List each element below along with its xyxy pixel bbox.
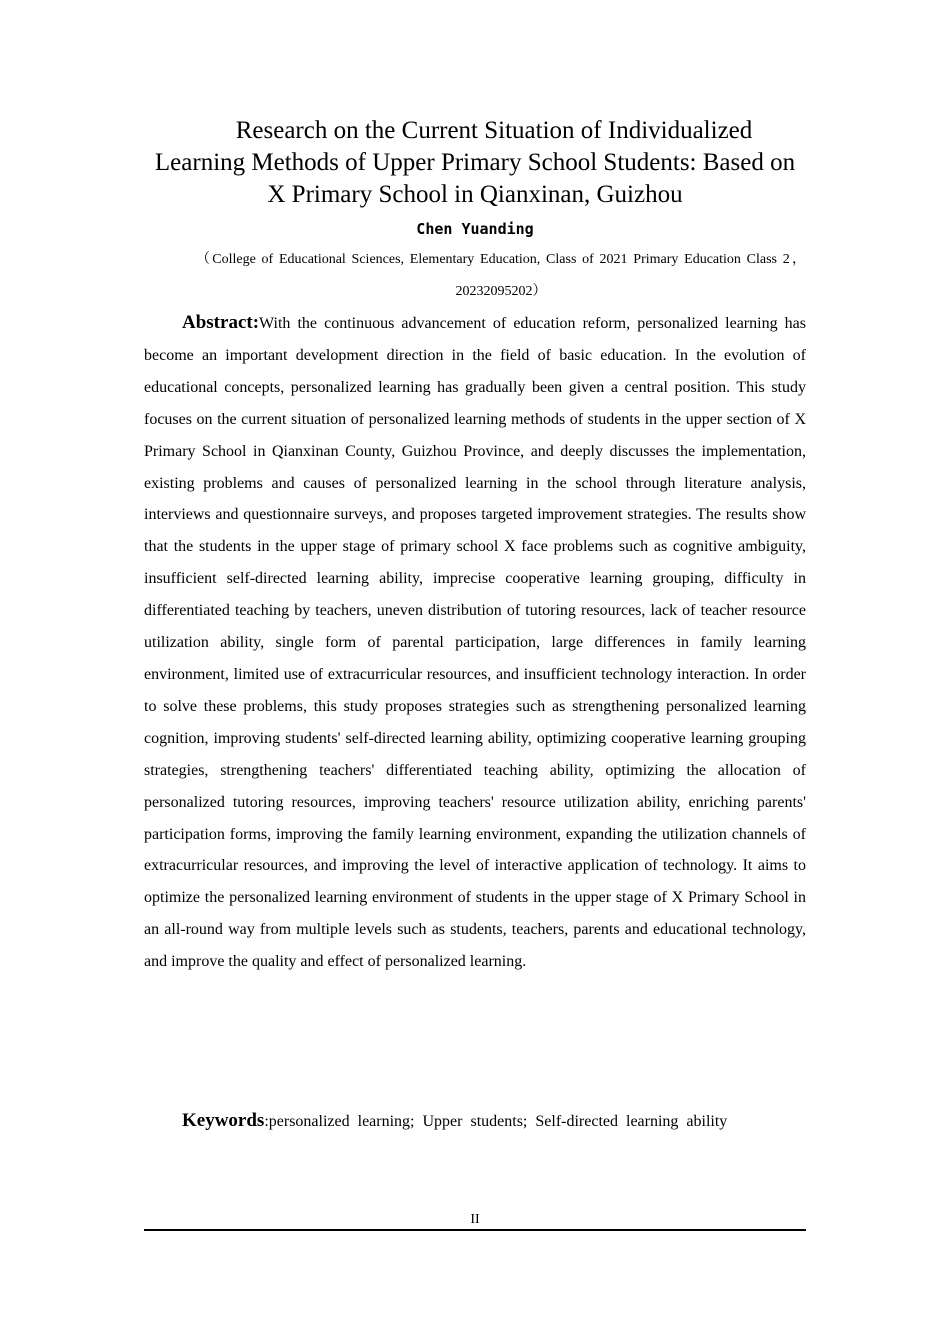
title-line-3: X Primary School in Qianxinan, Guizhou bbox=[267, 181, 683, 208]
author-affiliation: （College of Educational Sciences, Elementary Education, Class of 2021 Primary Education Class 2，20232095202） bbox=[196, 252, 806, 299]
title-line-2: Learning Methods of Upper Primary School Students: Based on bbox=[154, 149, 796, 176]
footer-divider bbox=[144, 1229, 806, 1231]
abstract-label: Abstract: bbox=[182, 312, 260, 333]
abstract-text: With the continuous advancement of education reform, personalized learning has become an important development direction in the field of basic education. In the evolution of educational concepts, personalized learning has gradually been given a central position. This study focuses on the current situation of personalized learning methods of students in the upper section of X Primary School in Qianxinan County, Guizhou Province, and deeply discusses the implementation, existing problems and causes of personalized learning in the school through literature analysis, interviews and questionnaire surveys, and proposes targeted improvement strategies. The results show that the students in the upper stage of primary school X face problems such as cognitive ambiguity, insufficient self-directed learning ability, imprecise cooperative learning grouping, difficulty in differentiated teaching by teachers, uneven distribution of tutoring resources, lack of teacher resource utilization ability, single form of parental participation, large differences in family learning environment, limited use of extracurricular resources, and insufficient technology interaction. In order to solve these problems, this study proposes strategies such as strengthening personalized learning cognition, improving students' self-directed learning ability, optimizing cooperative learning grouping strategies, strengthening teachers' differentiated teaching ability, optimizing the allocation of personalized tutoring resources, improving teachers' resource utilization ability, enriching parents' participation forms, improving the family learning environment, expanding the utilization channels of extracurricular resources, and improving the level of interactive application of technology. It aims to optimize the personalized learning environment of students in the upper stage of X Primary School in an all-round way from multiple levels such as students, teachers, parents and educational technology, and improve the quality and effect of personalized learning. bbox=[144, 315, 806, 971]
author-name: Chen Yuanding bbox=[416, 220, 534, 238]
paper-title bbox=[144, 115, 806, 211]
keywords-paragraph bbox=[144, 1105, 806, 1138]
keywords-text: :personalized learning; Upper students; Self-directed learning ability bbox=[264, 1113, 728, 1130]
page-number: II bbox=[470, 1212, 480, 1227]
title-line-1: Research on the Current Situation of Individualized bbox=[235, 117, 753, 144]
abstract-paragraph bbox=[144, 307, 806, 978]
keywords-label: Keywords bbox=[182, 1110, 265, 1131]
